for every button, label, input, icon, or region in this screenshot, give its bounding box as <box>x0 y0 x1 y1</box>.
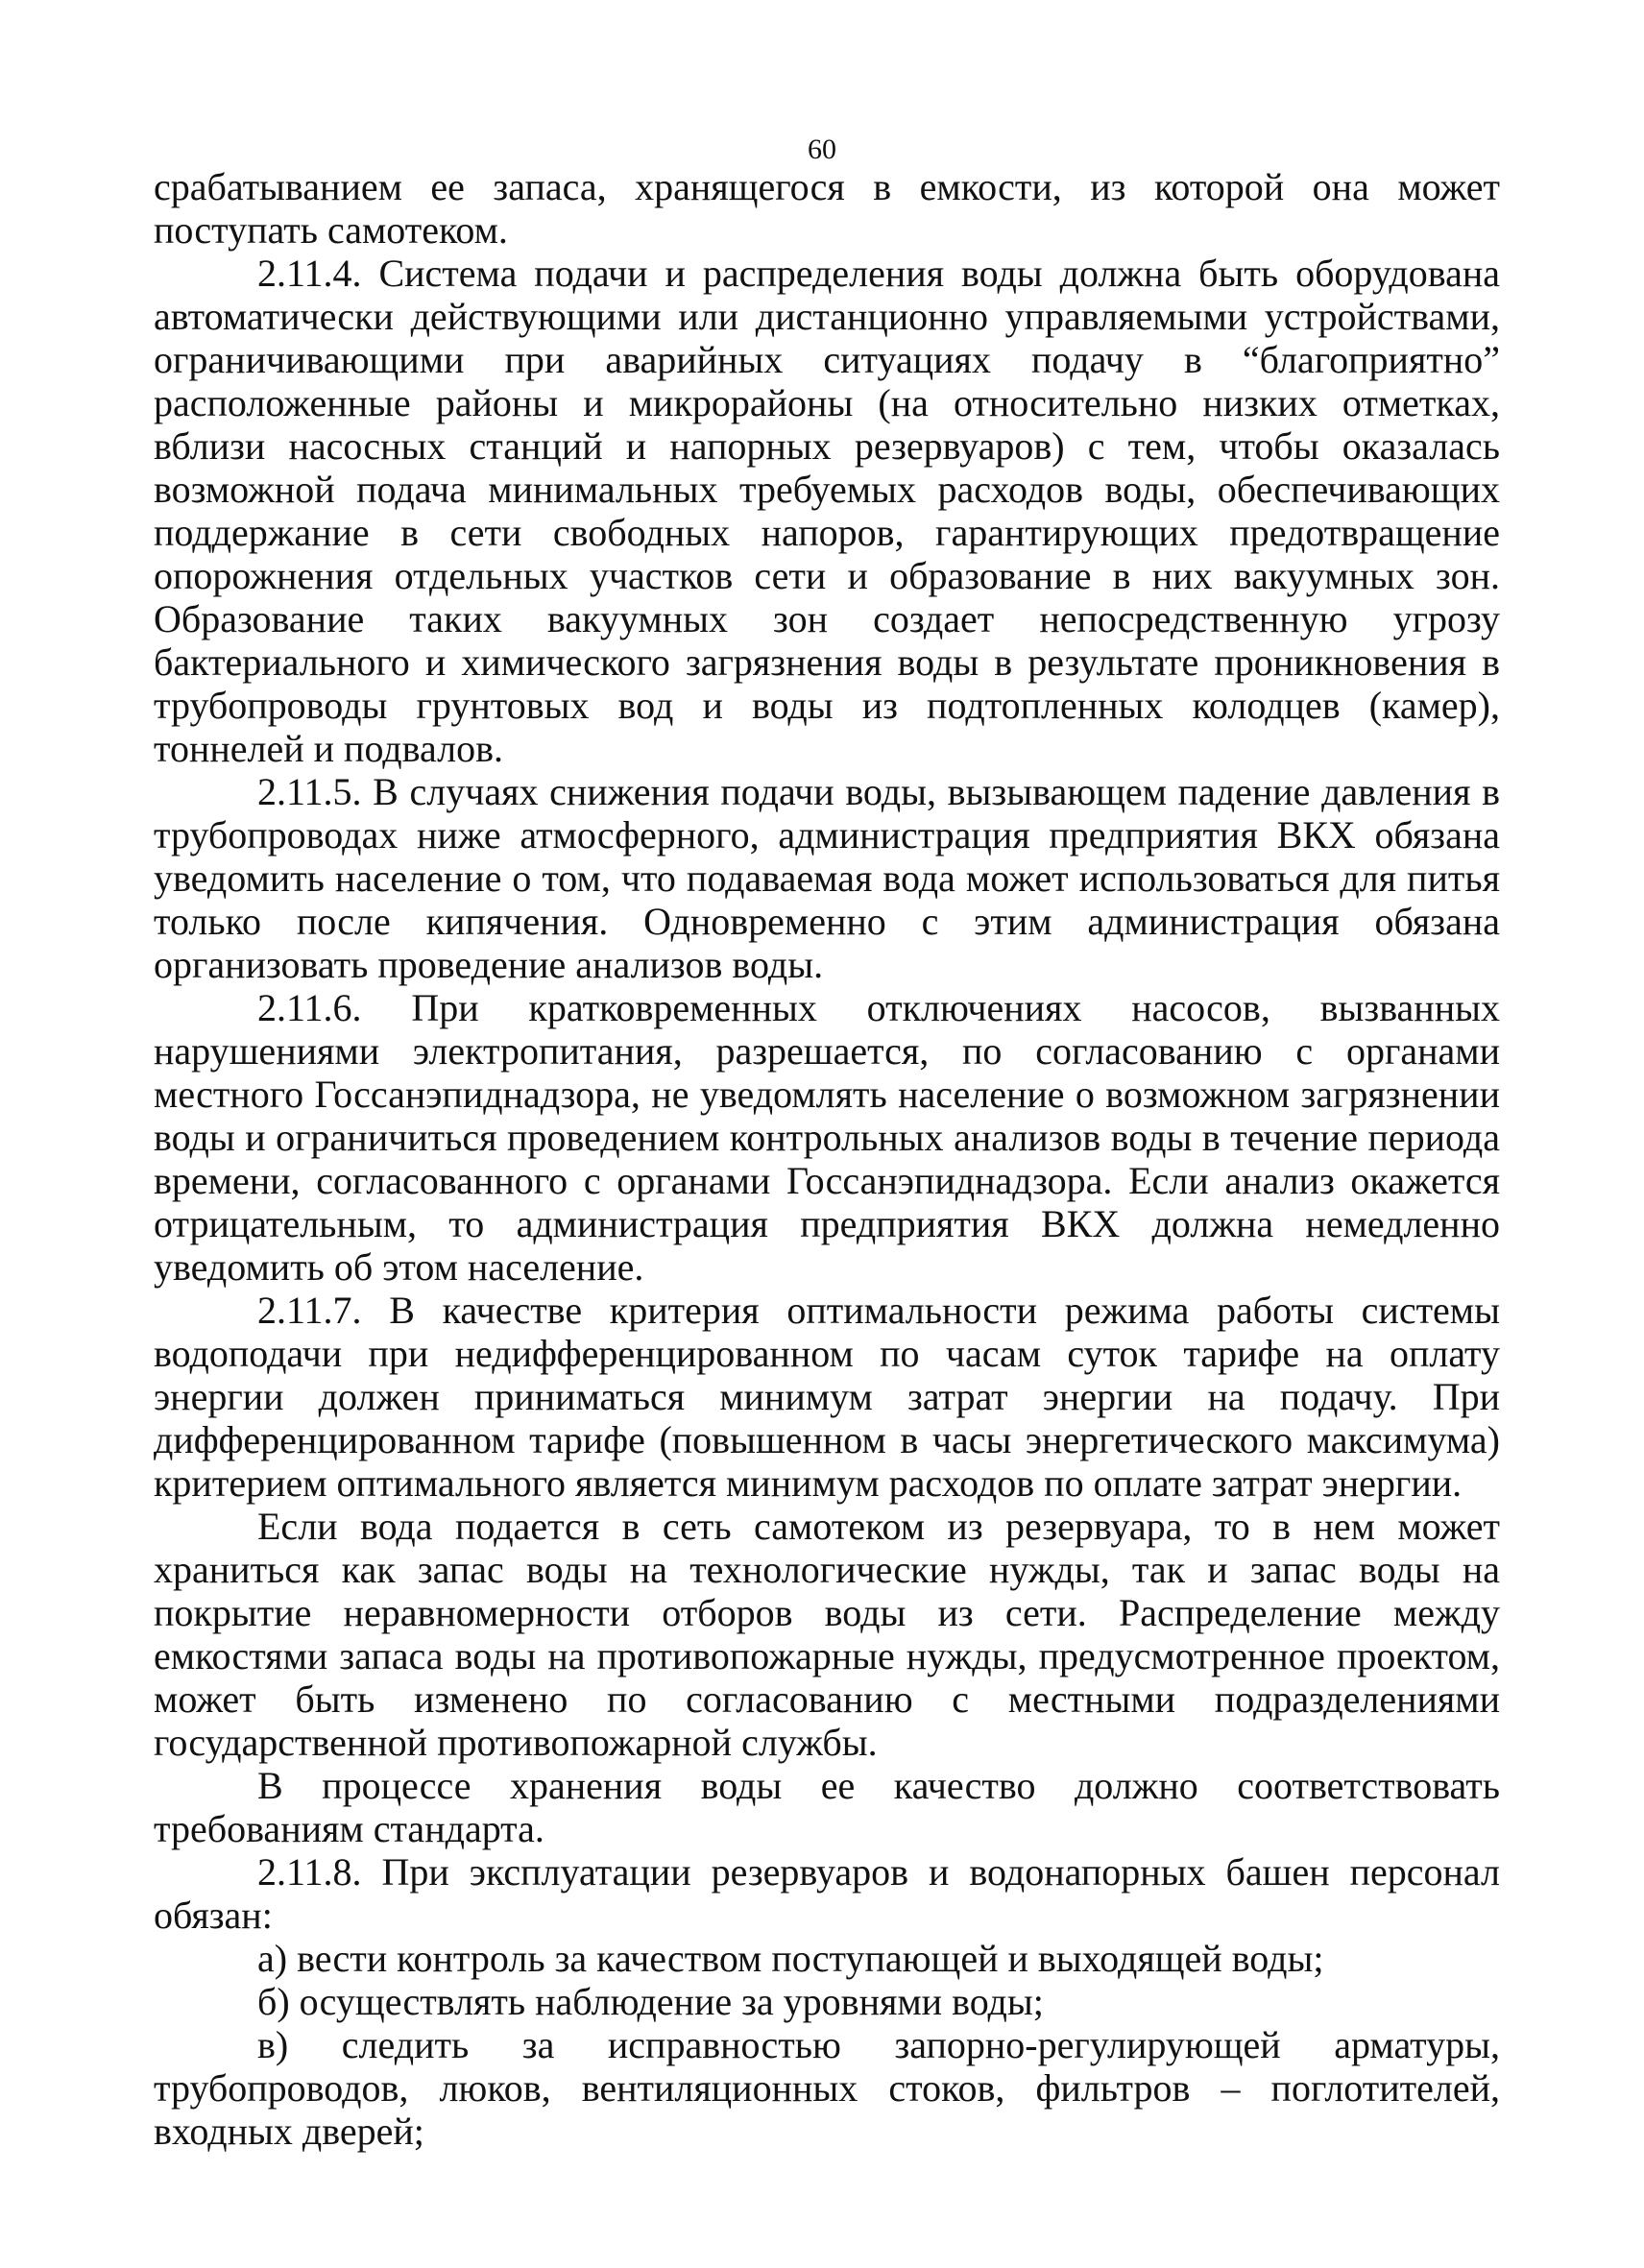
paragraph: Если вода подается в сеть самотеком из резервуара, то в нем может храниться как запас воды на технологические нужды, так и запас воды на покрытие неравномерности отборов воды из сети. Распределение между емкостями запаса воды на противопожарные нужды, предусмотренное проектом, может быть изменено по согласованию с местными подразделениями государственной противопожарной службы. <box>154 1505 1500 1764</box>
paragraph: 2.11.4. Система подачи и распределения воды должна быть оборудована автоматически действующими или дистанционно управляемыми устройствами, ограничивающими при аварийных ситуациях подачу в “благоприятно” расположенные районы и микрорайоны (на относительно низких отметках, вблизи насосных станций и напорных резервуаров) с тем, чтобы оказалась возможной подача минимальных требуемых расходов воды, обеспечивающих поддержание в сети свободных напоров, гарантирующих предотвращение опорожнения отдельных участков сети и образование в них вакуумных зон. Образование таких вакуумных зон создает непосредственную угрозу бактериального и химического загрязнения воды в результате проникновения в трубопроводы грунтовых вод и воды из подтопленных колодцев (камер), тоннелей и подвалов. <box>154 252 1500 770</box>
paragraph: 2.11.6. При кратковременных отключениях насосов, вызванных нарушениями электропитания, разрешается, по согласованию с органами местного Госсанэпиднадзора, не уведомлять население о возможном загрязнении воды и ограничиться проведением контрольных анализов воды в течение периода времени, согласованного с органами Госсанэпиднадзора. Если анализ окажется отрицательным, то администрация предприятия ВКХ должна немедленно уведомить об этом население. <box>154 986 1500 1289</box>
page-number: 60 <box>808 133 836 165</box>
list-item: а) вести контроль за качеством поступающей и выходящей воды; <box>257 1937 1324 1980</box>
paragraph: 2.11.7. В качестве критерия оптимальности режима работы системы водоподачи при недифференцированном по часам суток тарифе на оплату энергии должен приниматься минимум затрат энергии на подачу. При дифференцированном тарифе (повышенном в часы энергетического максимума) критерием оптимального является минимум расходов по оплате затрат энергии. <box>154 1289 1500 1505</box>
body-text <box>154 165 1500 2153</box>
paragraph: срабатыванием ее запаса, хранящегося в емкости, из которой она может поступать самотеком. <box>154 165 1500 252</box>
paragraph: В процессе хранения воды ее качество должно соответствовать требованиям стандарта. <box>154 1764 1500 1850</box>
paragraph: 2.11.8. При эксплуатации резервуаров и водонапорных башен персонал обязан: <box>154 1850 1500 1937</box>
paragraph: 2.11.5. В случаях снижения подачи воды, вызывающем падение давления в трубопроводах ниже атмосферного, администрация предприятия ВКХ обязана уведомить население о том, что подаваемая вода может использоваться для питья только после кипячения. Одновременно с этим администрация обязана организовать проведение анализов воды. <box>154 770 1500 986</box>
list-item: б) осуществлять наблюдение за уровнями воды; <box>257 1980 1044 2023</box>
list-item: в) следить за исправностью запорно-регулирующей арматуры, трубопроводов, люков, вентиляционных стоков, фильтров – поглотителей, входных дверей; <box>154 2023 1500 2153</box>
